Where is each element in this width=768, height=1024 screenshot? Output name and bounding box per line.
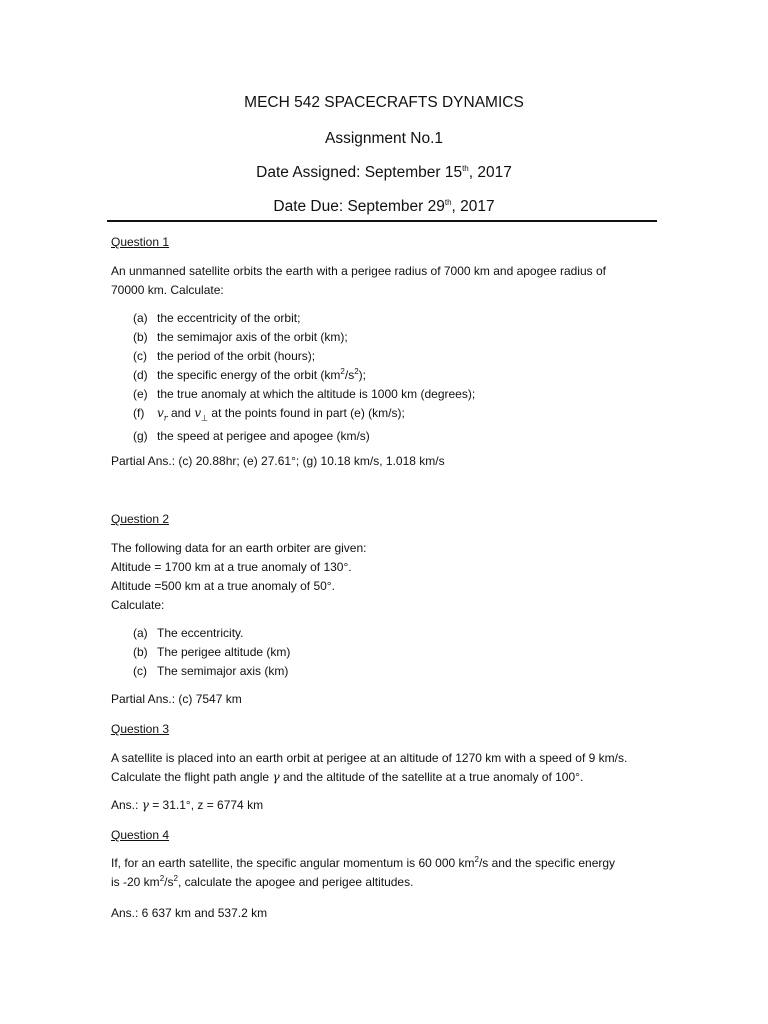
question-3-answer: Ans.: γ = 31.1°, z = 6774 km — [111, 798, 264, 812]
list-item: (c) the period of the orbit (hours); — [133, 349, 316, 363]
list-item: (c) The semimajor axis (km) — [133, 664, 289, 678]
list-item: (a) the eccentricity of the orbit; — [133, 311, 301, 325]
question-1-heading: Question 1 — [111, 235, 170, 249]
question-4-text: If, for an earth satellite, the specific angular momentum is 60 000 $km^2/s$ and the specific energy is -20 $km^2/s^2$, calculate the apogee and perigee altitudes. — [111, 855, 616, 889]
question-2-list — [133, 624, 290, 681]
course-title: MECH 542 SPACECRAFTS DYNAMICS — [244, 94, 524, 111]
list-item: (f) $v_r$ and $v_\perp$ at the points found in part (e) (km/s); — [133, 406, 405, 423]
question-4-answer: Ans.: 6 637 km and 537.2 km — [111, 906, 268, 920]
question-1-text: An unmanned satellite orbits the earth with a perigee radius of 7000 km and apogee radius of 70000 km. Calculate: — [111, 264, 606, 297]
list-item: (a) The eccentricity. — [133, 626, 244, 640]
list-item: (b) The perigee altitude (km) — [133, 645, 291, 659]
question-3-heading: Question 3 — [111, 722, 170, 736]
question-3-text: A satellite is placed into an earth orbit at perigee at an altitude of 1270 km with a speed of 9 km/s. Calculate the flight path angle γ and the altitude of the satellite at a true anomaly of 100°. — [111, 751, 628, 784]
question-1-answer: Partial Ans.: (c) 20.88hr; (e) 27.61°; (g) 10.18 km/s, 1.018 km/s — [111, 454, 445, 468]
list-item: (b) the semimajor axis of the orbit (km); — [133, 330, 348, 344]
question-2-answer: Partial Ans.: (c) 7547 km — [111, 692, 242, 706]
list-item: (e) the true anomaly at which the altitude is 1000 km (degrees); — [133, 387, 476, 401]
question-1-list — [133, 309, 475, 446]
question-2-text: The following data for an earth orbiter are given: Altitude = 1700 km at a true anomaly of 130°. Altitude =500 km at a true anomaly of 50°. Calculate: — [111, 541, 367, 612]
date-due: Date Due: September 29th, 2017 — [273, 197, 495, 215]
list-item: (d) the specific energy of the orbit $(km^2/s^2)$; — [133, 367, 367, 382]
header-divider — [107, 220, 657, 222]
question-2-heading: Question 2 — [111, 512, 170, 526]
list-item: (g) the speed at perigee and apogee (km/s) — [133, 429, 370, 444]
assignment-number: Assignment No.1 — [324, 130, 444, 147]
date-assigned: Date Assigned: September 15th, 2017 — [256, 163, 512, 181]
question-4-heading: Question 4 — [111, 828, 170, 842]
